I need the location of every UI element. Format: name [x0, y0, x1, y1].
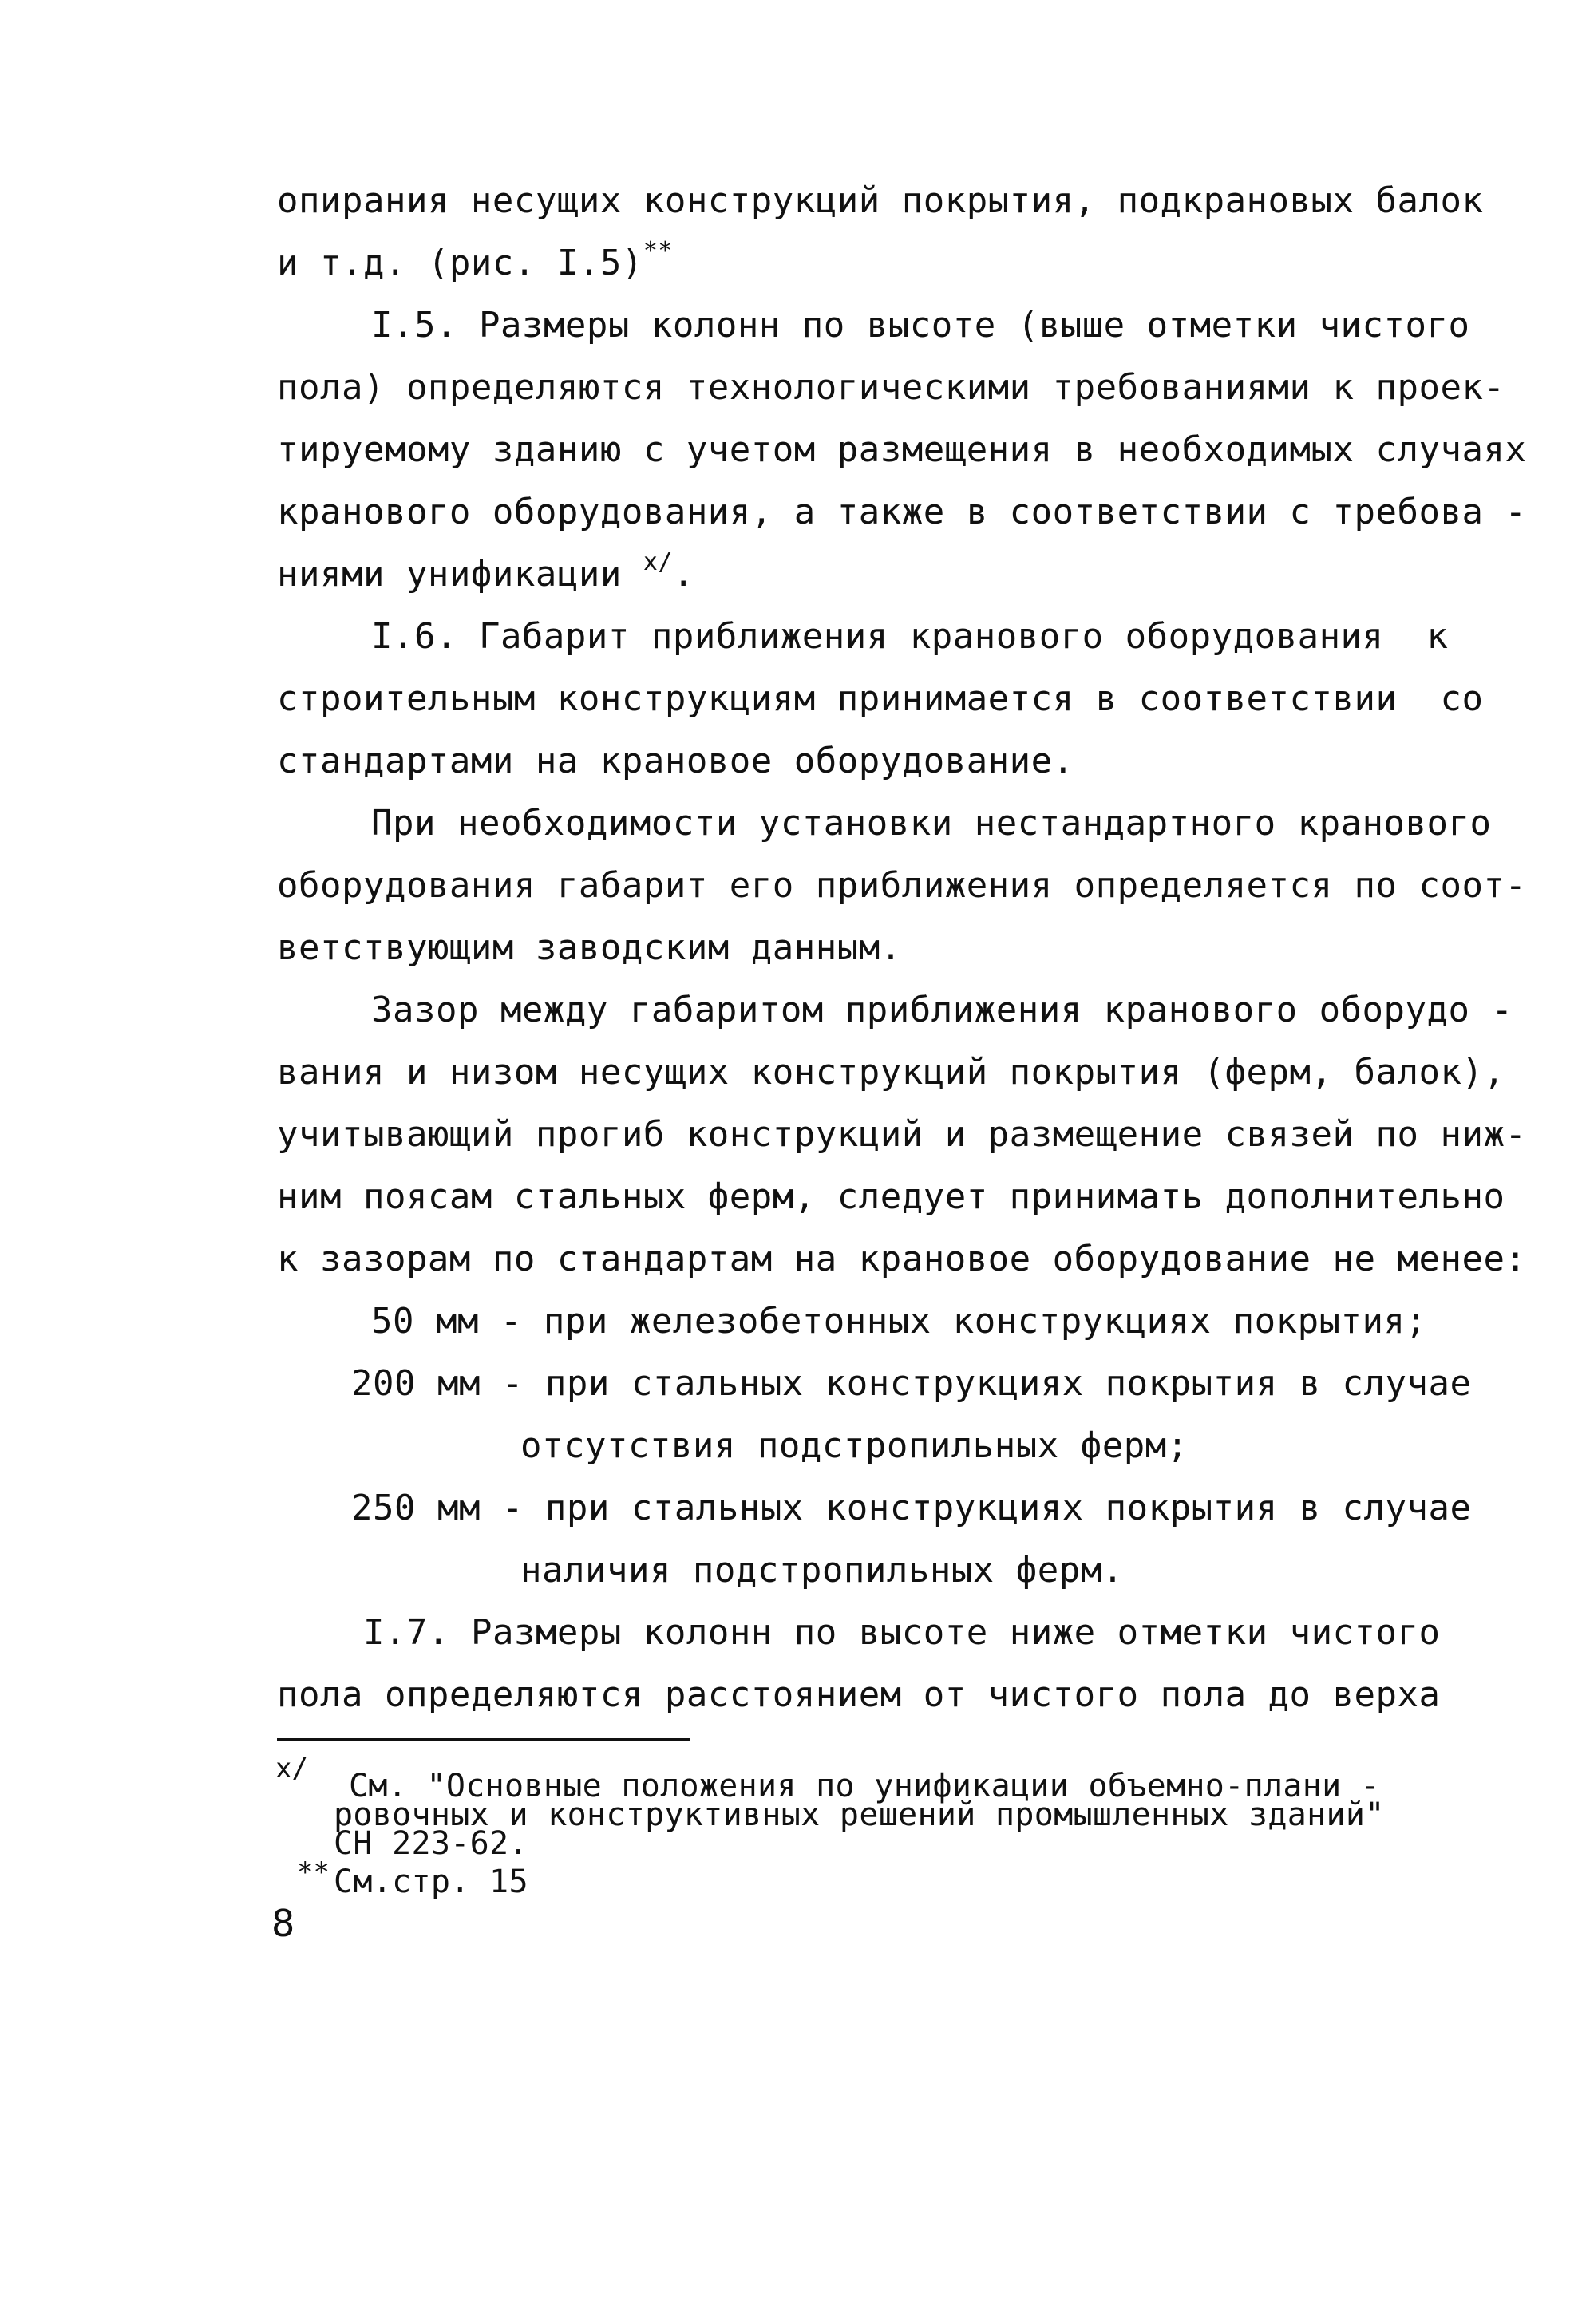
text-line: вания и низом несущих конструкций покрытия (ферм, балок), [277, 1052, 1505, 1093]
section-1-5-heading-line: I.5. Размеры колонн по высоте (выше отметки чистого [371, 305, 1470, 346]
section-1-6-heading-line: I.6. Габарит приближения кранового оборудования к [371, 616, 1449, 657]
text-line: пола) определяются технологическими требованиями к проек- [277, 367, 1505, 408]
page-number: 8 [271, 1902, 295, 1945]
text-line: опирания несущих конструкций покрытия, подкрановых балок [277, 180, 1484, 221]
list-item-250mm: 250 мм - при стальных конструкциях покрытия в случае [351, 1488, 1472, 1528]
section-1-7-heading-line: I.7. Размеры колонн по высоте ниже отметки чистого [363, 1612, 1441, 1653]
text-line: строительным конструкциям принимается в соответствии со [277, 678, 1484, 719]
list-item-200mm: 200 мм - при стальных конструкциях покрытия в случае [351, 1363, 1472, 1404]
text-line: к зазорам по стандартам на крановое оборудование не менее: [277, 1239, 1527, 1279]
text-line: и т.д. (рис. I.5)** [277, 237, 673, 283]
text-line: наличия подстропильных ферм. [520, 1550, 1124, 1591]
footnote-line: См.стр. 15 [334, 1864, 528, 1900]
text-line: ниями унификации $^{x/}$. [277, 548, 694, 595]
list-item-50mm: 50 мм - при железобетонных конструкциях покрытия; [371, 1301, 1427, 1342]
text-line: ним поясам стальных ферм, следует принимать дополнительно [277, 1176, 1505, 1217]
footnote-mark-double: ** [297, 1856, 330, 1888]
text-line: отсутствия подстропильных ферм; [520, 1425, 1189, 1466]
text-line: пола определяются расстоянием от чистого пола до верха [277, 1674, 1441, 1715]
footnote-line: ровочных и конструктивных решений промышленных зданий" [334, 1796, 1385, 1833]
text-line: ветствующим заводским данным. [277, 927, 902, 968]
footnote-ref-double: ** [643, 237, 673, 265]
text-line: тируемому зданию с учетом размещения в необходимых случаях [277, 429, 1527, 470]
text-line: стандартами на крановое оборудование. [277, 741, 1074, 781]
text-line: оборудования габарит его приближения определяется по соот- [277, 865, 1527, 906]
text-line: При необходимости установки нестандартного кранового [371, 803, 1492, 844]
footnote-line: См. "Основные положения по унификации объемно-плани - [349, 1768, 1381, 1804]
footnote-ref-single: x/ [643, 548, 673, 576]
footnote-line: СН 223-62. [334, 1825, 528, 1862]
footnote-mark-single: x/ [275, 1753, 308, 1785]
text-line: учитывающий прогиб конструкций и размещение связей по ниж- [277, 1114, 1527, 1155]
text-line: Зазор между габаритом приближения кранового оборудо - [371, 990, 1513, 1030]
text-line: кранового оборудования, а также в соответствии с требова - [277, 492, 1527, 532]
footnote-divider [277, 1738, 690, 1741]
